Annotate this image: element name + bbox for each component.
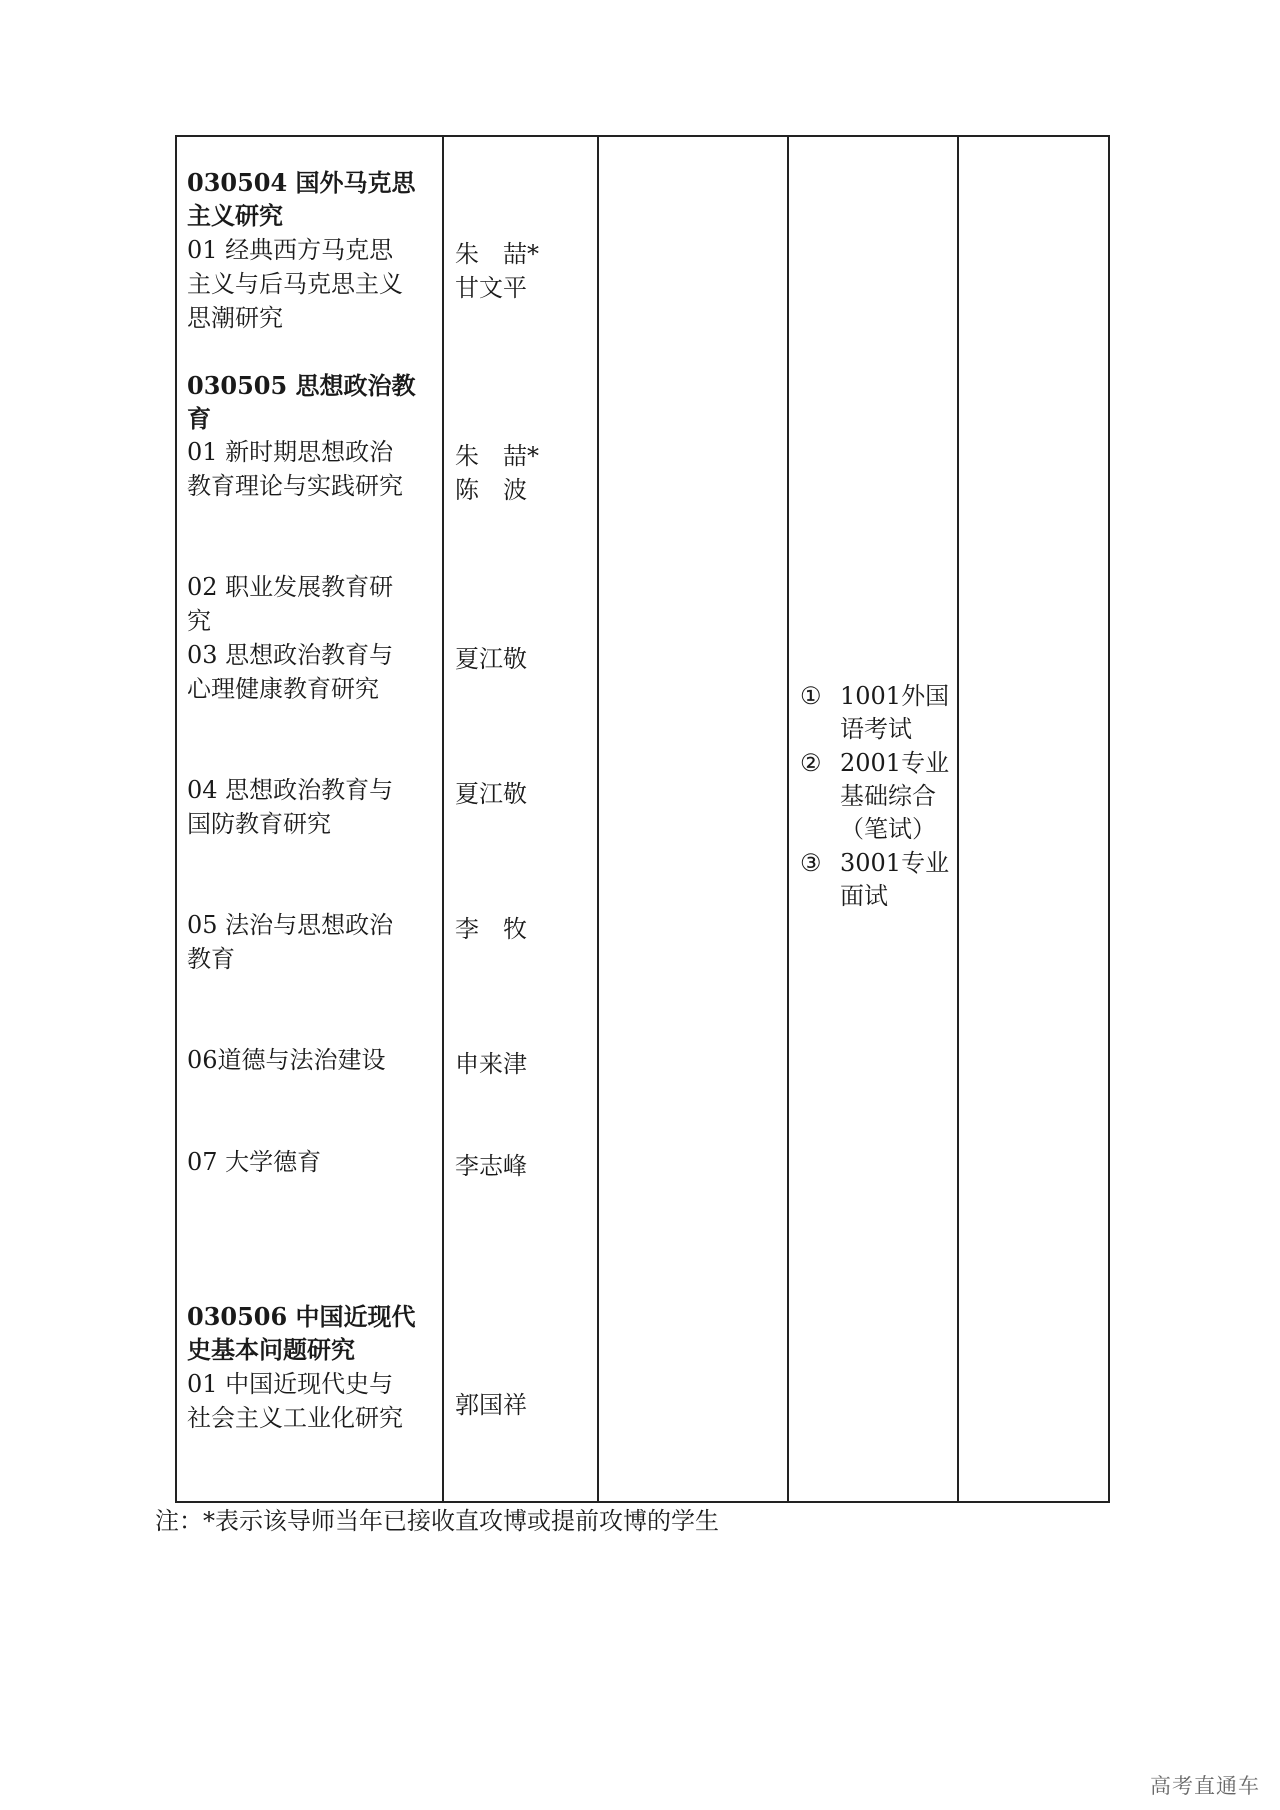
exam-subject: 基础综合 xyxy=(840,782,936,810)
exam-number: ① xyxy=(800,682,822,710)
supervisor-name: 郭国祥 xyxy=(455,1391,527,1419)
exam-subject: 3001专业 xyxy=(840,849,950,877)
exam-subject: 面试 xyxy=(840,882,888,910)
direction-text: 07 大学德育 xyxy=(187,1148,322,1176)
supervisor-name: 夏江敬 xyxy=(455,780,527,808)
supervisor-name: 夏江敬 xyxy=(455,645,527,673)
supervisor-name: 陈 波 xyxy=(455,476,527,504)
supervisor-name: 申来津 xyxy=(455,1050,527,1078)
program-030505-title: 030505 思想政治教 xyxy=(187,371,416,400)
direction-text: 教育理论与实践研究 xyxy=(187,472,403,500)
direction-text: 01 经典西方马克思 xyxy=(187,236,394,264)
supervisor-name: 李志峰 xyxy=(455,1152,527,1180)
footnote: 注：*表示该导师当年已接收直攻博或提前攻博的学生 xyxy=(155,1507,719,1535)
supervisor-name: 朱 喆* xyxy=(455,240,539,268)
program-030505-title-cont: 育 xyxy=(187,404,211,433)
exam-subject: 1001外国 xyxy=(840,682,950,710)
direction-text: 01 中国近现代史与 xyxy=(187,1370,394,1398)
direction-text: 教育 xyxy=(187,945,235,973)
program-030506-title: 030506 中国近现代 xyxy=(187,1302,416,1331)
column-divider xyxy=(957,137,959,1501)
direction-text: 国防教育研究 xyxy=(187,810,331,838)
exam-number: ③ xyxy=(800,849,822,877)
direction-text: 06道德与法治建设 xyxy=(187,1046,386,1074)
column-divider xyxy=(442,137,444,1501)
exam-number: ② xyxy=(800,749,822,777)
direction-text: 社会主义工业化研究 xyxy=(187,1404,403,1432)
exam-subject: 语考试 xyxy=(840,715,912,743)
direction-text: 02 职业发展教育研 xyxy=(187,573,394,601)
direction-text: 03 思想政治教育与 xyxy=(187,641,394,669)
supervisor-name: 朱 喆* xyxy=(455,442,539,470)
direction-text: 01 新时期思想政治 xyxy=(187,438,394,466)
exam-subject: 2001专业 xyxy=(840,749,950,777)
direction-text: 04 思想政治教育与 xyxy=(187,776,394,804)
direction-text: 05 法治与思想政治 xyxy=(187,911,394,939)
direction-text: 主义与后马克思主义 xyxy=(187,270,403,298)
supervisor-name: 甘文平 xyxy=(455,274,527,302)
program-030504-title: 030504 国外马克思 xyxy=(187,168,416,197)
column-divider xyxy=(597,137,599,1501)
program-030506-title-cont: 史基本问题研究 xyxy=(187,1335,355,1364)
direction-text: 思潮研究 xyxy=(187,304,283,332)
program-030504-title-cont: 主义研究 xyxy=(187,201,283,230)
watermark: 高考直通车 xyxy=(1150,1774,1260,1798)
supervisor-name: 李 牧 xyxy=(455,915,527,943)
column-divider xyxy=(787,137,789,1501)
direction-text: 心理健康教育研究 xyxy=(187,675,379,703)
exam-subject: （笔试） xyxy=(840,815,936,843)
direction-text: 究 xyxy=(187,607,211,635)
